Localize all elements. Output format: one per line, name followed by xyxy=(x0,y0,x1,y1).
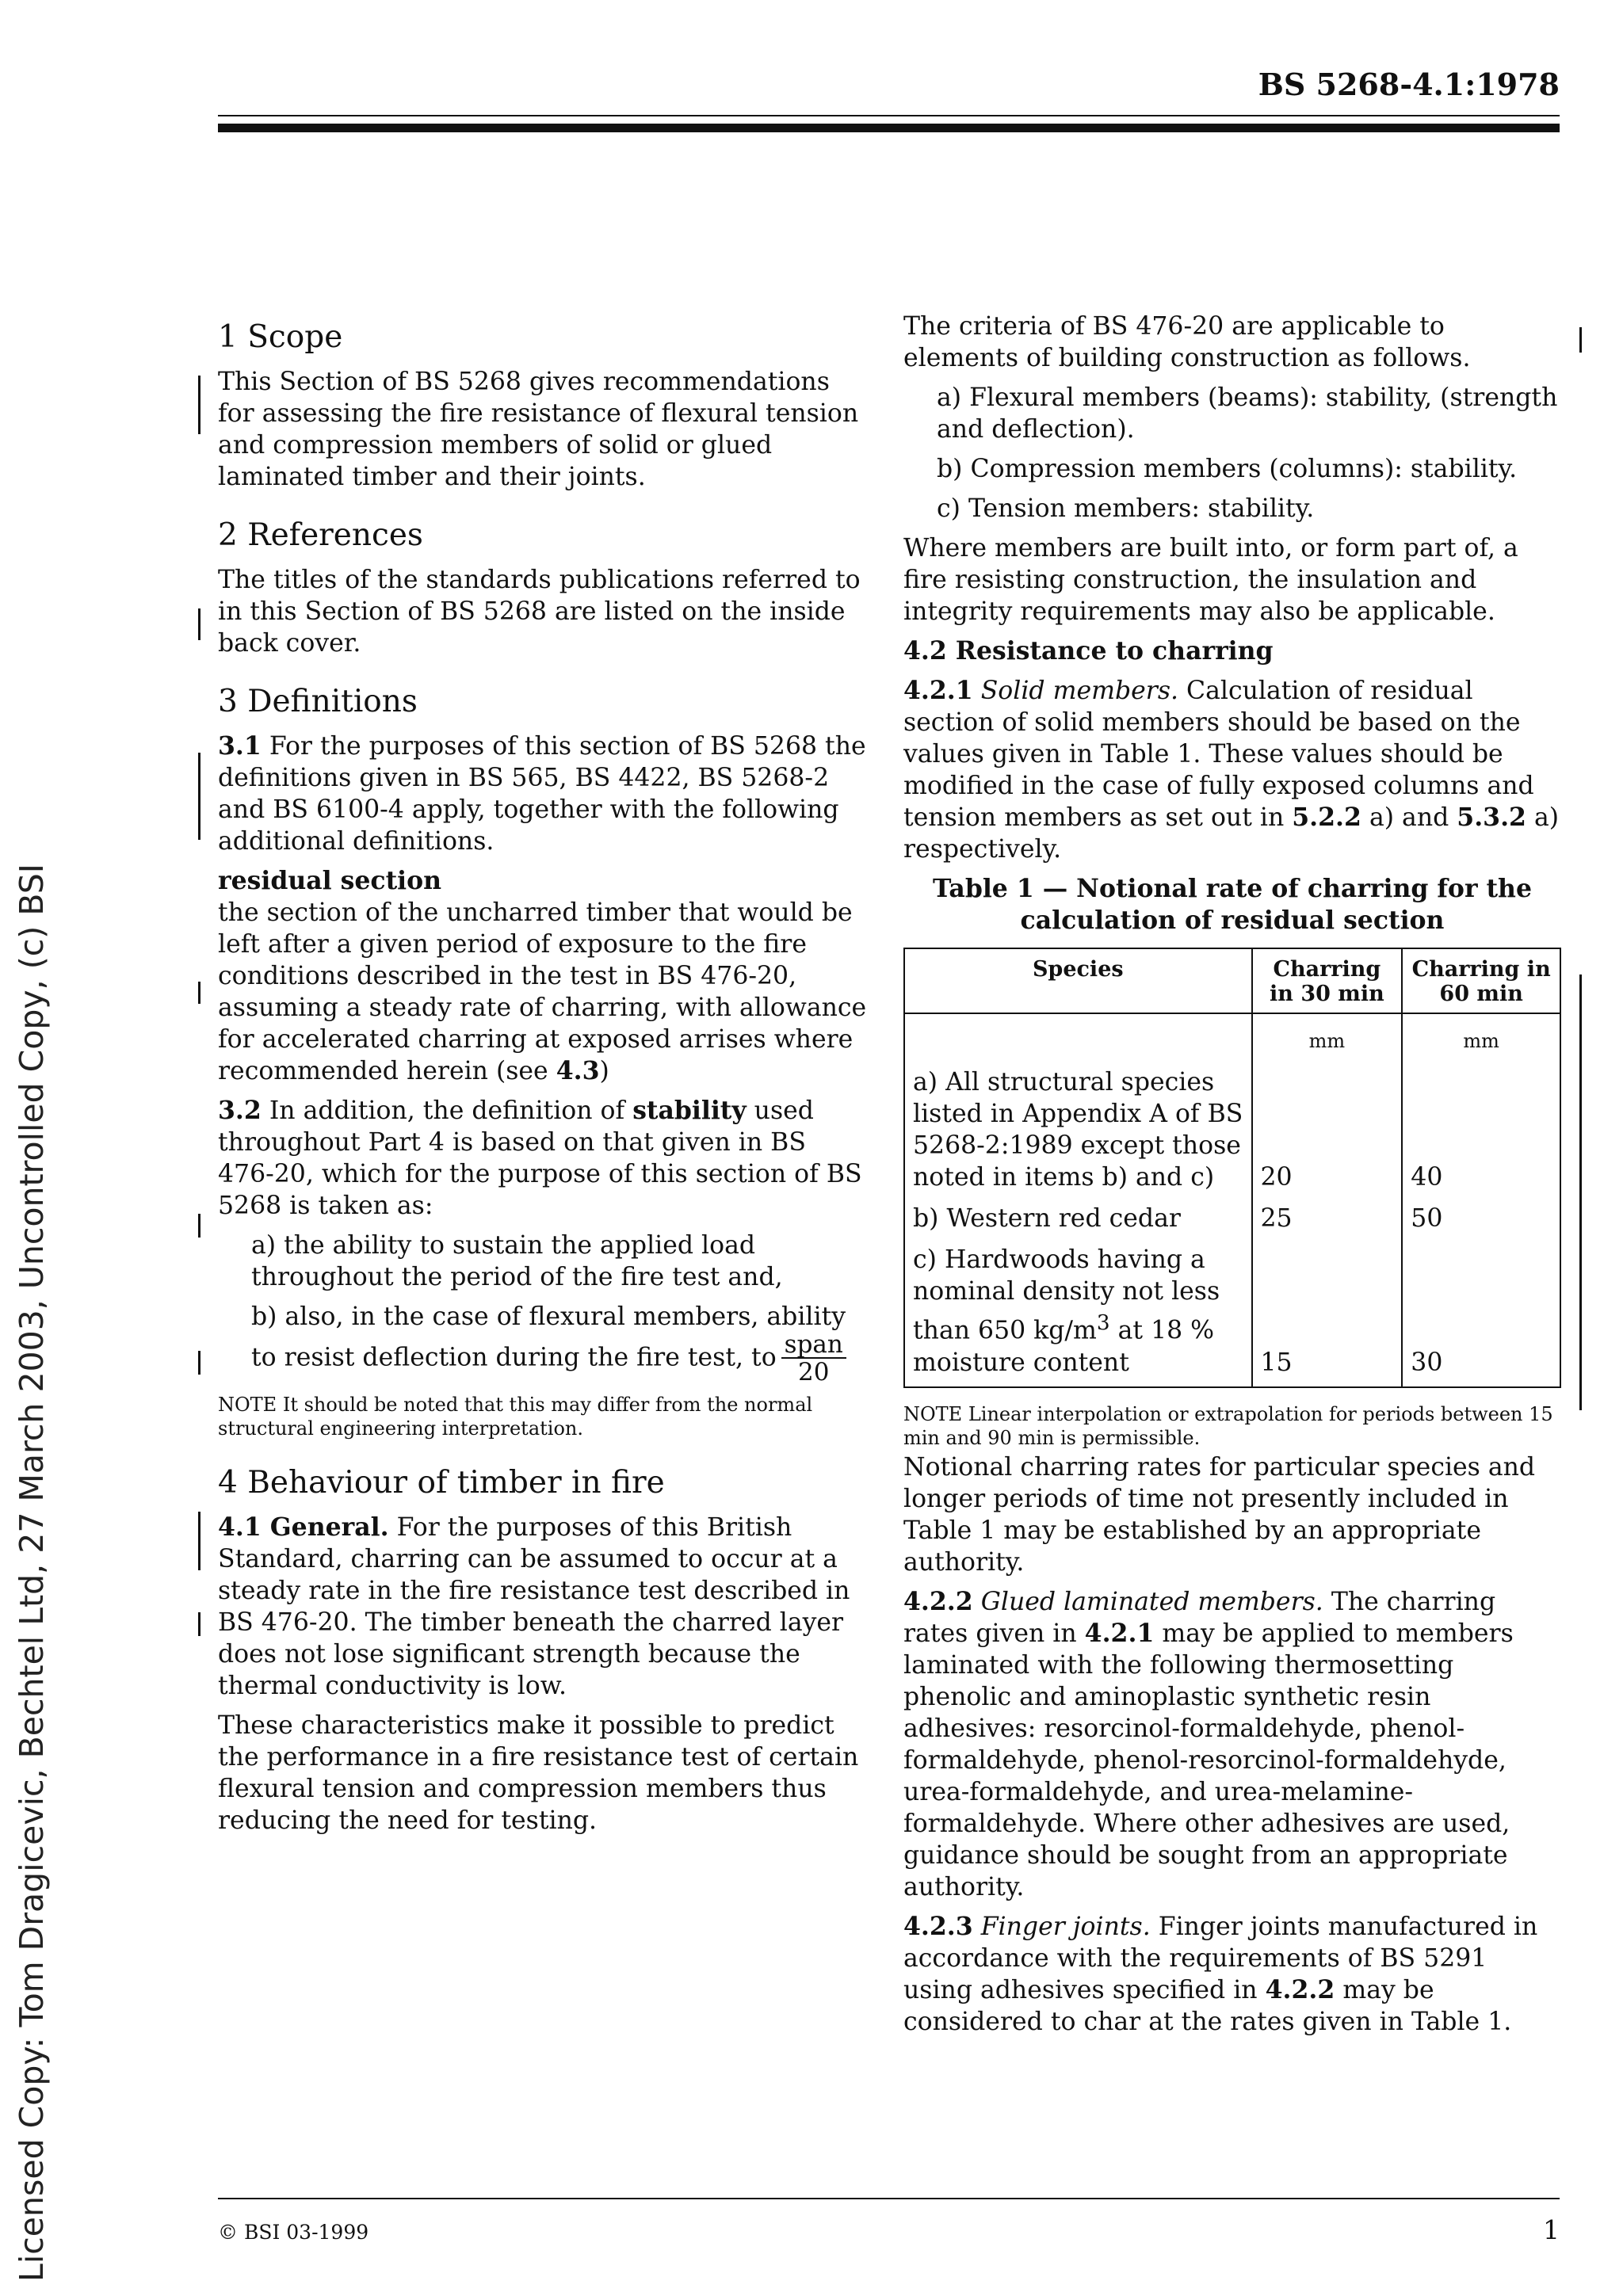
change-bar xyxy=(1579,327,1582,353)
species-cell xyxy=(904,1239,1252,1387)
table-row xyxy=(904,1239,1560,1387)
stability-item-b xyxy=(251,1301,868,1385)
table-title xyxy=(903,873,1561,936)
clause-number: 4.2.2 xyxy=(903,1586,973,1616)
clause-text: In addition, the definition of xyxy=(261,1097,633,1125)
charring-60-cell: 40 xyxy=(1402,1065,1560,1198)
unit-cell: mm xyxy=(1402,1013,1560,1065)
license-watermark: Licensed Copy: Tom Dragicevic, Bechtel Ltd, 27 March 2003, Uncontrolled Copy, (c) BSI xyxy=(13,864,51,2282)
species-cell: b) Western red cedar xyxy=(913,1204,1181,1233)
note-stability: NOTE It should be noted that this may differ from the normal structural engineering interpretation. xyxy=(218,1394,813,1440)
fraction-numerator: span xyxy=(781,1333,846,1359)
cross-reference: 4.2.2 xyxy=(1265,1974,1335,2004)
definition-3-2 xyxy=(218,1095,868,1222)
cross-reference: 5.2.2 xyxy=(1292,803,1361,832)
stability-term: stability xyxy=(632,1096,747,1125)
section-heading-definitions: 3 Definitions xyxy=(218,684,418,719)
clause-number: 3.1 xyxy=(218,731,262,761)
clause-title: Solid members. xyxy=(972,677,1178,705)
clause-lead: 4.1 General. xyxy=(218,1512,389,1542)
column-header-species: Species xyxy=(904,948,1252,1013)
clause-number: 4.2.1 xyxy=(903,676,973,705)
change-bar xyxy=(1579,974,1582,1410)
clause-text: a) respectively. xyxy=(903,803,1560,864)
clause-4-1 xyxy=(218,1512,868,1702)
clause-4-1-paragraph-2: These characteristics make it possible to predict the performance in a fire resistance test of certain flexural tension and compression members thus reducing the need for testing. xyxy=(218,1711,859,1835)
cross-reference: 5.3.2 xyxy=(1457,803,1526,832)
change-bar xyxy=(198,1512,200,1570)
column-header-60min: Charring in 60 min xyxy=(1402,948,1560,1013)
cross-reference: 4.3 xyxy=(556,1056,600,1085)
table-title-line-2: calculation of residual section xyxy=(1020,906,1445,935)
term-definition-close: ) xyxy=(599,1057,609,1085)
right-column xyxy=(903,312,1561,2046)
change-bar xyxy=(198,982,200,1004)
charring-30-cell: 25 xyxy=(1252,1198,1403,1239)
unit-cell: mm xyxy=(1252,1013,1403,1065)
change-bar xyxy=(198,608,200,640)
stability-item-b-text: b) also, in the case of flexural members, ability to resist deflection during the fire test, to xyxy=(251,1302,846,1372)
references-paragraph: The titles of the standards publications referred to in this Section of BS 5268 are listed on the inside back cover. xyxy=(218,566,861,658)
table-row xyxy=(904,1198,1560,1239)
clause-number: 3.2 xyxy=(218,1096,262,1125)
note-interpolation: NOTE Linear interpolation or extrapolation for periods between 15 min and 90 min is permissible. xyxy=(903,1402,1553,1449)
document-number: BS 5268-4.1:1978 xyxy=(1258,67,1560,102)
superscript: 3 xyxy=(1096,1311,1110,1335)
charring-60-cell: 30 xyxy=(1402,1239,1560,1387)
clause-text: Calculation of residual section of solid members should be based on the values given in Table 1. These values should be modified in the case of fully exposed columns and tension members as set out in xyxy=(903,677,1534,832)
clause-heading-4-2: 4.2 Resistance to charring xyxy=(903,636,1274,666)
clause-text: The charring rates given in xyxy=(903,1587,1496,1648)
clause-4-2-2 xyxy=(903,1586,1561,1903)
criteria-item-c: c) Tension members: stability. xyxy=(937,494,1315,523)
span-over-20-fraction xyxy=(781,1330,846,1386)
clause-text-cont: used throughout Part 4 is based on that given in BS 476-20, which for the purpose of this section of BS 5268 is taken as: xyxy=(218,1097,862,1220)
scope-paragraph: This Section of BS 5268 gives recommendations for assessing the fire resistance of flexural tension and compression members of solid or glued laminated timber and their joints. xyxy=(218,368,859,491)
clause-text: For the purposes of this section of BS 5268 the definitions given in BS 565, BS 4422, BS 5268-2 and BS 6100-4 apply, together with the following additional definitions. xyxy=(218,732,866,856)
change-bar xyxy=(198,1214,200,1238)
charring-60-cell: 50 xyxy=(1402,1198,1560,1239)
section-heading-behaviour: 4 Behaviour of timber in fire xyxy=(218,1465,665,1501)
clause-number: 4.2.3 xyxy=(903,1911,973,1941)
section-heading-scope: 1 Scope xyxy=(218,319,343,355)
clause-4-2-3 xyxy=(903,1911,1561,2038)
section-heading-references: 2 References xyxy=(218,517,423,553)
clause-text: may be considered to char at the rates given in Table 1. xyxy=(903,1975,1512,2036)
charring-30-cell: 20 xyxy=(1252,1065,1403,1198)
table-row xyxy=(904,1065,1560,1198)
species-cell: a) All structural species listed in Appendix A of BS 5268-2:1989 except those noted in items b) and c) xyxy=(913,1068,1243,1192)
charring-30-cell: 15 xyxy=(1252,1239,1403,1387)
charring-rate-table xyxy=(903,948,1561,1388)
clause-text: Finger joints manufactured in accordance with the requirements of BS 5291 using adhesives specified in xyxy=(903,1912,1538,2004)
criteria-item-a: a) Flexural members (beams): stability, (strength and deflection). xyxy=(937,383,1558,444)
change-bar xyxy=(198,1351,200,1375)
criteria-intro: The criteria of BS 476-20 are applicable to elements of building construction as follows. xyxy=(903,312,1471,372)
defined-term: residual section xyxy=(218,866,441,895)
left-column xyxy=(218,317,868,1844)
cross-reference: 4.2.1 xyxy=(1084,1618,1155,1648)
table-header-row xyxy=(904,948,1560,1013)
clause-title: Finger joints. xyxy=(972,1912,1151,1941)
clause-4-2-1 xyxy=(903,675,1561,865)
header-rule-thick xyxy=(218,124,1560,132)
table-title-line-1: Table 1 — Notional rate of charring for the xyxy=(932,874,1532,903)
clause-title: Glued laminated members. xyxy=(972,1587,1323,1616)
stability-item-a: a) the ability to sustain the applied load throughout the period of the fire test and, xyxy=(251,1231,783,1291)
page-number: 1 xyxy=(1543,2214,1560,2245)
column-header-30min: Charring in 30 min xyxy=(1252,948,1403,1013)
clause-text: a) and xyxy=(1361,803,1457,832)
footer-rule xyxy=(218,2198,1560,2199)
change-bar xyxy=(198,1612,200,1636)
definition-3-1 xyxy=(218,730,868,857)
clause-text: may be applied to members laminated with the following thermosetting phenolic and aminoplastic synthetic resin adhesives: resorcinol-formaldehyde, phenol-formaldehyde, phenol-resorcinol-formaldehyde, urea-formaldehyde, and urea-melamine-formaldehyde. Where other adhesives are used, guidance should be sought from an appropriate authority. xyxy=(903,1619,1514,1901)
table-units-row xyxy=(904,1013,1560,1065)
term-definition xyxy=(218,897,868,1087)
term-definition-text: the section of the uncharred timber that would be left after a given period of exposure to the fire conditions described in the test in BS 476-20, assuming a steady rate of charring, with allowance for accelerated charring at exposed arrises where recommended herein (see xyxy=(218,898,867,1085)
species-text: c) Hardwoods having a nominal density not less than 650 kg/m xyxy=(913,1245,1220,1345)
change-bar xyxy=(198,376,200,434)
header-rule-thin xyxy=(218,115,1560,116)
notional-paragraph: Notional charring rates for particular species and longer periods of time not presently included in Table 1 may be established by an appropriate authority. xyxy=(903,1452,1536,1577)
species-text: at 18 % moisture content xyxy=(913,1316,1215,1377)
change-bar xyxy=(198,753,200,840)
where-paragraph: Where members are built into, or form part of, a fire resisting construction, the insulation and integrity requirements may also be applicable. xyxy=(903,534,1518,626)
criteria-item-b: b) Compression members (columns): stability. xyxy=(937,455,1518,483)
copyright-notice: © BSI 03-1999 xyxy=(218,2221,369,2244)
clause-text: For the purposes of this British Standard, charring can be assumed to occur at a steady rate in the fire resistance test described in BS 476-20. The timber beneath the charred layer does not lose significant strength because the thermal conductivity is low. xyxy=(218,1513,850,1700)
fraction-denominator: 20 xyxy=(798,1358,830,1386)
unit-cell xyxy=(904,1013,1252,1065)
